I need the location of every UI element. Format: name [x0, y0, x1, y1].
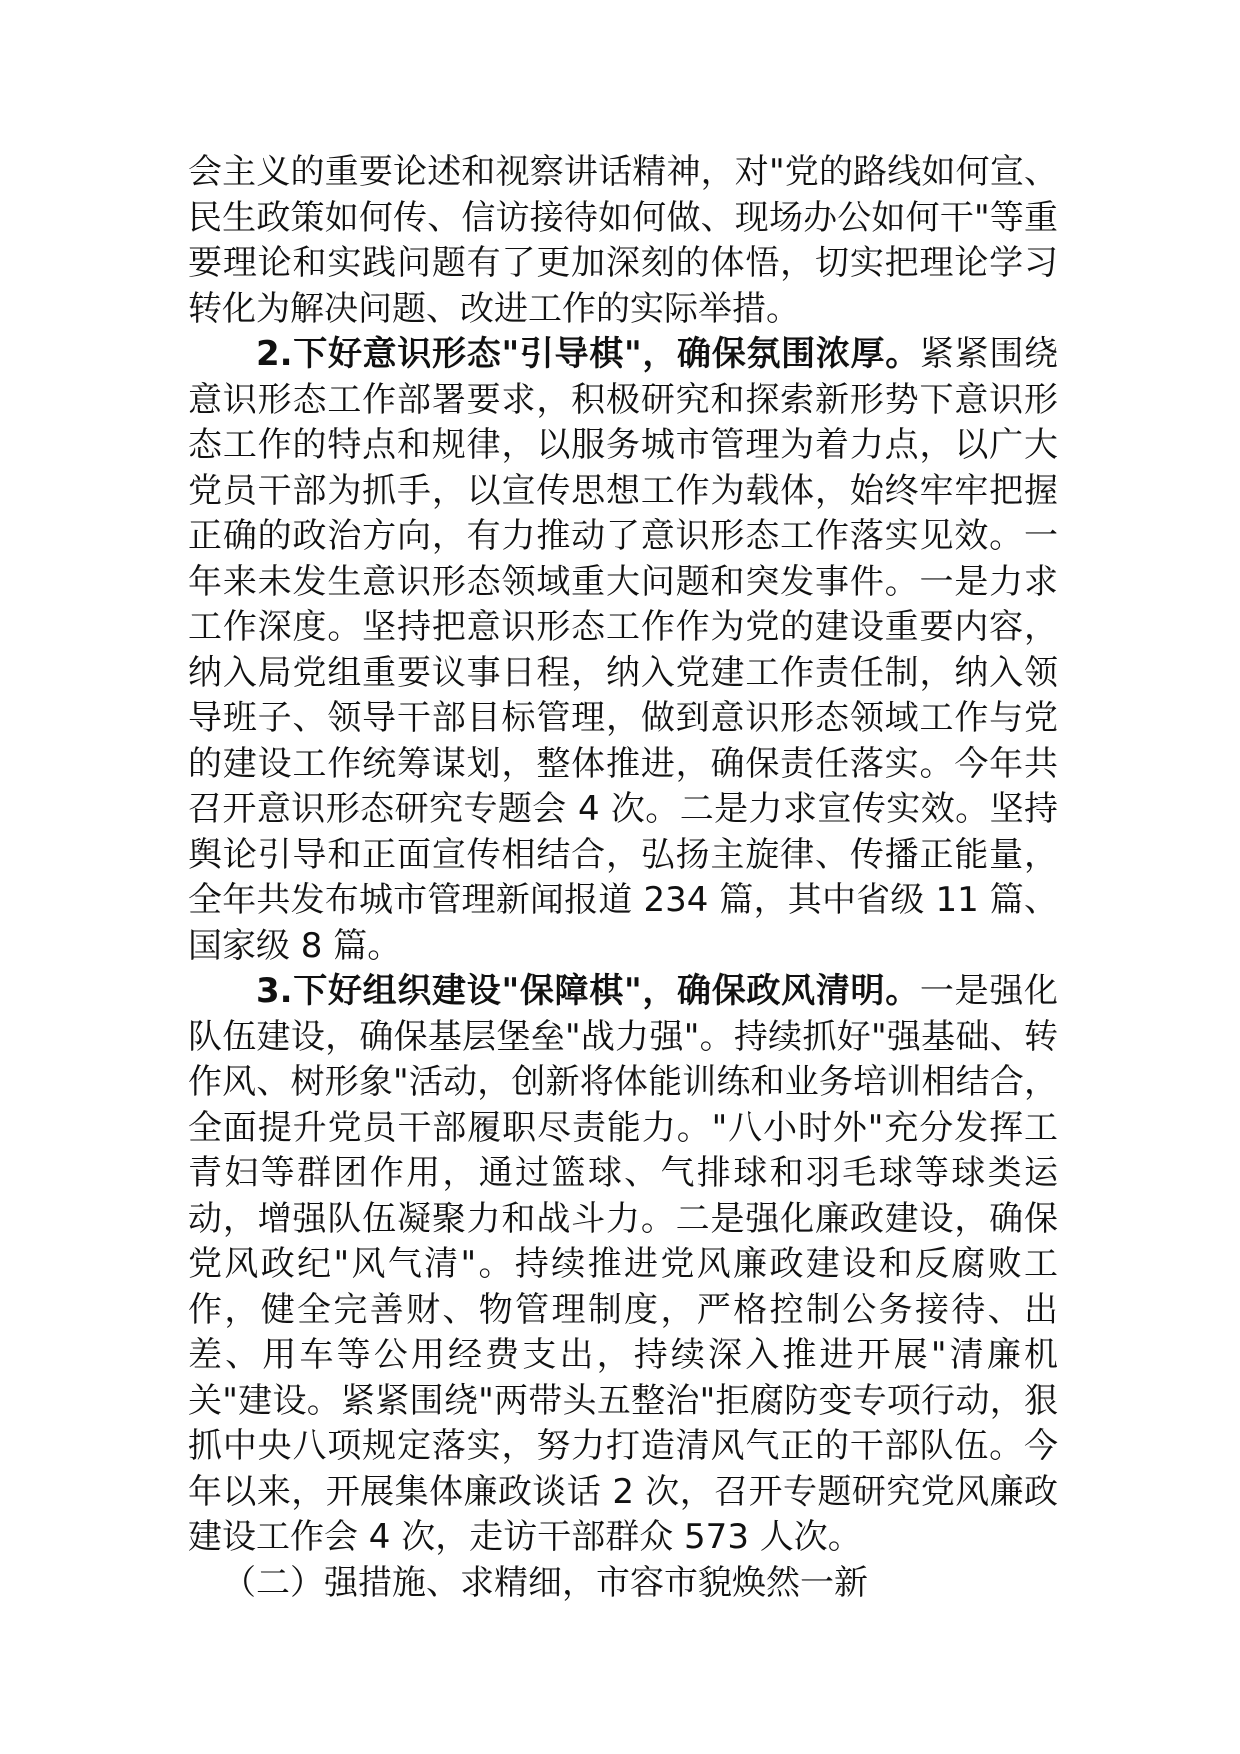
paragraph-text: 一是强化队伍建设，确保基层堡垒"战力强"。持续抓好"强基础、转作风、树形象"活动，创新将体能训练和业务培训相结合，全面提升党员干部履职尽责能力。"八小时外"充分发挥工青妇等群团作用，通过篮球、气排球和羽毛球等球类运动，增强队伍凝聚力和战斗力。二是强化廉政建设，确保党风政纪"风气清"。持续推进党风廉政建设和反腐败工作，健全完善财、物管理制度，严格控制公务接待、出差、用车等公用经费支出，持续深入推进开展"清廉机关"建设。紧紧围绕"两带头五整治"拒腐防变专项行动，狠抓中央八项规定落实，努力打造清风气正的干部队伍。今年以来，开展集体廉政谈话 2 次，召开专题研究党风廉政建设工作会 4 次，走访干部群众 573 人次。: [188, 971, 1059, 1557]
paragraph-ideology: [188, 332, 1058, 969]
paragraph-continuation: 会主义的重要论述和视察讲话精神，对"党的路线如何宣、民生政策如何传、信访接待如何做、现场办公如何干"等重要理论和实践问题有了更加深刻的体悟，切实把理论学习转化为解决问题、改进工作的实际举措。: [188, 152, 1058, 329]
paragraph-organization: [188, 969, 1058, 1561]
section-heading: （二）强措施、求精细，市容市貌焕然一新: [222, 1562, 868, 1603]
document-body: [188, 150, 1058, 1606]
paragraph-heading: 3.下好组织建设"保障棋"，确保政风清明。: [256, 971, 920, 1011]
paragraph-text: 紧紧围绕意识形态工作部署要求，积极研究和探索新形势下意识形态工作的特点和规律，以服务城市管理为着力点，以广大党员干部为抓手，以宣传思想工作为载体，始终牢牢把握正确的政治方向，有力推动了意识形态工作落实见效。一年来未发生意识形态领域重大问题和突发事件。一是力求工作深度。坚持把意识形态工作作为党的建设重要内容，纳入局党组重要议事日程，纳入党建工作责任制，纳入领导班子、领导干部目标管理，做到意识形态领域工作与党的建设工作统筹谋划，整体推进，确保责任落实。今年共召开意识形态研究专题会 4 次。二是力求宣传实效。坚持舆论引导和正面宣传相结合，弘扬主旋律、传播正能量，全年共发布城市管理新闻报道 234 篇，其中省级 11 篇、国家级 8 篇。: [188, 334, 1059, 966]
paragraph-heading: 2.下好意识形态"引导棋"，确保氛围浓厚。: [256, 334, 920, 374]
